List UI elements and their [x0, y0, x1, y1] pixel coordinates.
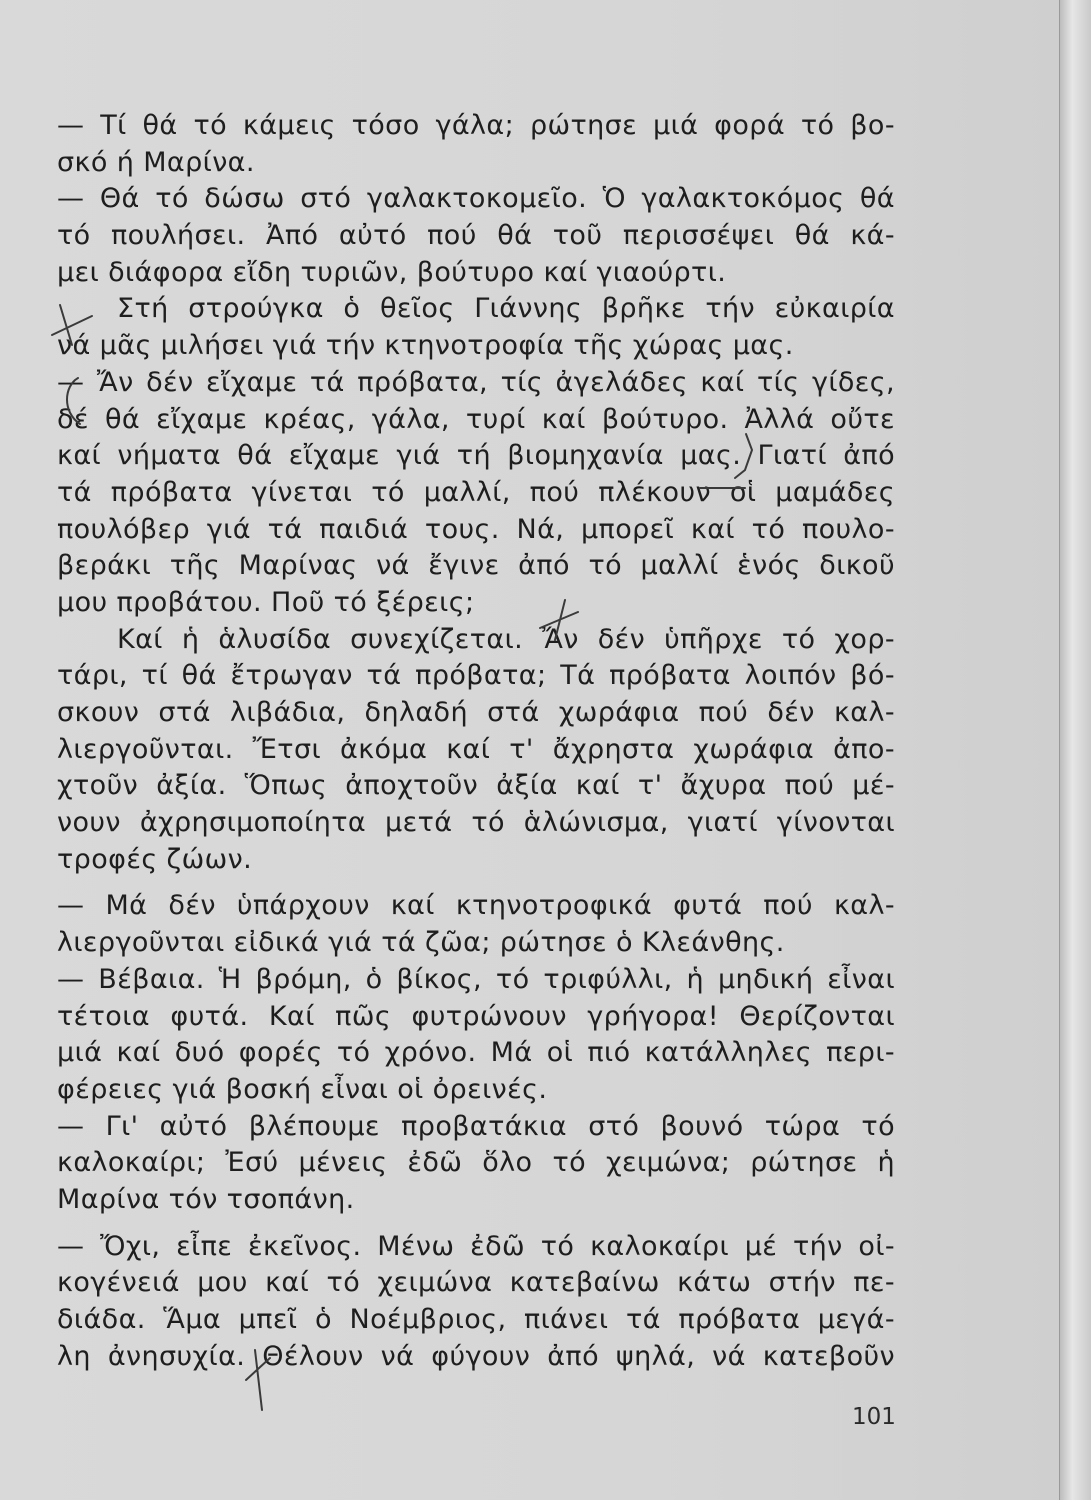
- page-edge: [1059, 0, 1091, 1500]
- text-line: χτοῦν ἀξία. Ὅπως ἀποχτοῦν ἀξία καί τ' ἄχυρα πού μέ-: [57, 770, 895, 802]
- text-line: καλοκαίρι; Ἐσύ μένεις ἐδῶ ὅλο τό χειμώνα; ρώτησε ἡ: [57, 1147, 895, 1179]
- text-line: Στή στρούγκα ὁ θεῖος Γιάννης βρῆκε τήν εὐκαιρία: [117, 293, 895, 325]
- text-line: τά πρόβατα γίνεται τό μαλλί, πού πλέκουν οἱ μαμάδες: [57, 476, 895, 508]
- text-line: τροφές ζώων.: [57, 843, 253, 875]
- body-text: [57, 108, 895, 1375]
- text-line: μου προβάτου. Ποῦ τό ξέρεις;: [57, 586, 475, 618]
- text-line: τέτοια φυτά. Καί πῶς φυτρώνουν γρήγορα! Θερίζονται: [57, 1000, 895, 1032]
- text-line: — Μά δέν ὑπάρχουν καί κτηνοτροφικά φυτά πού καλ-: [57, 890, 895, 922]
- text-line: — Τί θά τό κάμεις τόσο γάλα; ρώτησε μιά φορά τό βο-: [57, 110, 895, 141]
- text-line: πουλόβερ γιά τά παιδιά τους. Νά, μπορεῖ καί τό πουλο-: [57, 513, 895, 545]
- text-line: μιά καί δυό φορές τό χρόνο. Μά οἱ πιό κατάλληλες περι-: [57, 1037, 895, 1069]
- text-line: Καί ἡ ἁλυσίδα συνεχίζεται. Ἄν δέν ὑπῆρχε τό χορ-: [117, 623, 895, 655]
- text-line: — Βέβαια. Ἡ βρόμη, ὁ βίκος, τό τριφύλλι, ἡ μηδική εἶναι: [57, 963, 895, 995]
- text-line: Μαρίνα τόν τσοπάνη.: [57, 1183, 355, 1215]
- text-line: διάδα. Ἅμα μπεῖ ὁ Νοέμβριος, πιάνει τά πρόβατα μεγά-: [57, 1304, 895, 1335]
- page-number: 101: [852, 1404, 896, 1430]
- text-line: καί νήματα θά εἴχαμε γιά τή βιομηχανία μας. Γιατί ἀπό: [57, 440, 895, 472]
- text-line: μει διάφορα εἴδη τυριῶν, βούτυρο καί γιαούρτι.: [57, 256, 727, 288]
- text-line: κογένειά μου καί τό χειμώνα κατεβαίνω κάτω στήν πε-: [57, 1267, 895, 1299]
- text-line: τάρι, τί θά ἔτρωγαν τά πρόβατα; Τά πρόβατα λοιπόν βό-: [57, 660, 895, 692]
- text-line: — Ἄν δέν εἴχαμε τά πρόβατα, τίς ἀγελάδες καί τίς γίδες,: [57, 366, 895, 398]
- text-line: — Θά τό δώσω στό γαλακτοκομεῖο. Ὁ γαλακτοκόμος θά: [57, 183, 895, 215]
- text-line: λιεργοῦνται εἰδικά γιά τά ζῶα; ρώτησε ὁ Κλεάνθης.: [57, 927, 785, 959]
- text-line: — Γι' αὐτό βλέπουμε προβατάκια στό βουνό τώρα τό: [57, 1110, 895, 1142]
- text-line: λη ἀνησυχία. Θέλουν νά φύγουν ἀπό ψηλά, νά κατεβοῦν: [57, 1340, 895, 1372]
- text-line: σκουν στά λιβάδια, δηλαδή στά χωράφια πού δέν καλ-: [57, 697, 895, 728]
- text-line: — Ὄχι, εἶπε ἐκεῖνος. Μένω ἐδῶ τό καλοκαίρι μέ τήν οἰ-: [57, 1230, 895, 1262]
- text-line: βεράκι τῆς Μαρίνας νά ἔγινε ἀπό τό μαλλί ἑνός δικοῦ: [57, 550, 895, 582]
- text-line: νά μᾶς μιλήσει γιά τήν κτηνοτροφία τῆς χώρας μας.: [57, 330, 794, 362]
- text-line: τό πουλήσει. Ἀπό αὐτό πού θά τοῦ περισσέψει θά κά-: [57, 220, 895, 252]
- text-line: νουν ἀχρησιμοποίητα μετά τό ἁλώνισμα, γιατί γίνονται: [57, 807, 895, 839]
- text-line: δέ θά εἴχαμε κρέας, γάλα, τυρί καί βούτυρο. Ἀλλά οὔτε: [57, 403, 895, 435]
- text-line: φέρειες γιά βοσκή εἶναι οἱ ὀρεινές.: [57, 1073, 548, 1105]
- text-line: λιεργοῦνται. Ἔτσι ἀκόμα καί τ' ἄχρηστα χωράφια ἀπο-: [57, 733, 895, 765]
- text-line: σκό ή Μαρίνα.: [57, 146, 255, 178]
